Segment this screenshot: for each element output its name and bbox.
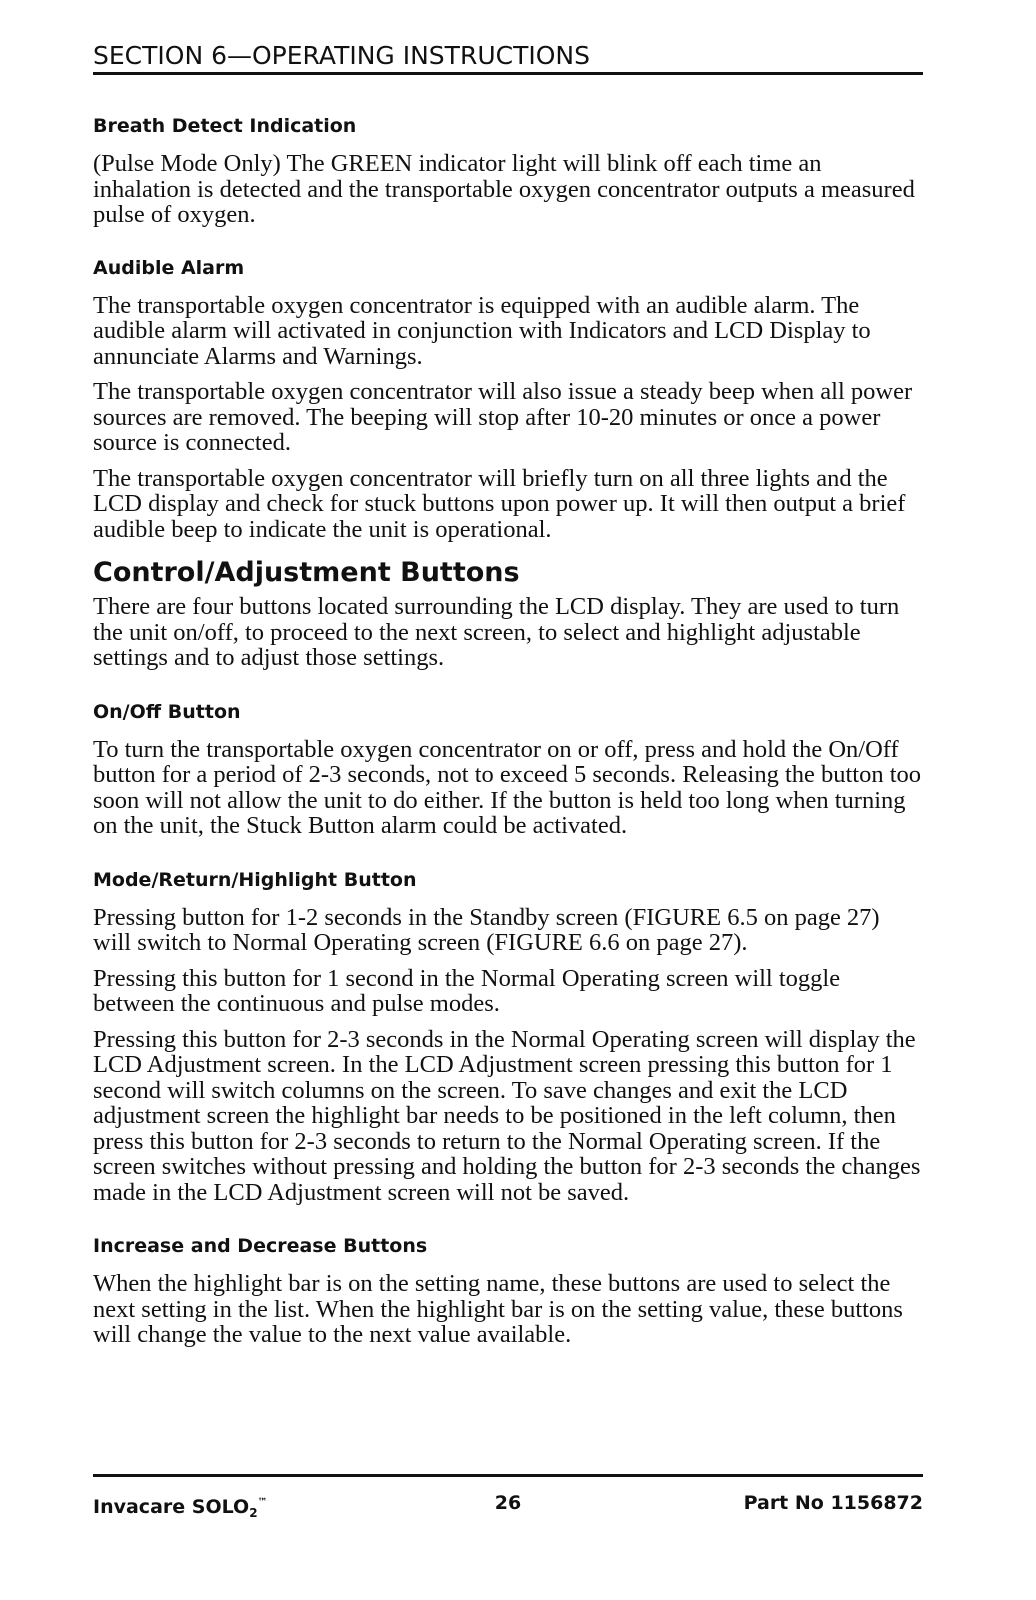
page-body [93,40,923,1348]
mode-button-paragraph-1: Pressing button for 1-2 seconds in the Standby screen (FIGURE 6.5 on page 27) will switch to Normal Operating screen (FIGURE 6.6 on page 27). [93,903,880,956]
control-buttons-paragraph: There are four buttons located surrounding the LCD display. They are used to turn the unit on/off, to proceed to the next screen, to select and highlight adjustable settings and to adjust those settings. [93,593,900,671]
breath-detect-paragraph: (Pulse Mode Only) The GREEN indicator light will blink off each time an inhalation is detected and the transportable oxygen concentrator outputs a measured pulse of oxygen. [93,150,915,228]
audible-alarm-heading: Audible Alarm [93,256,245,279]
footer-trademark: ™ [257,1497,268,1508]
footer-rule [93,1474,923,1477]
audible-alarm-paragraph-2: The transportable oxygen concentrator will also issue a steady beep when all power sources are removed. The beeping will stop after 10-20 minutes or once a power source is connected. [93,378,913,456]
footer-page-number: 26 [494,1492,522,1514]
footer-product-subscript: 2 [249,1506,258,1520]
audible-alarm-paragraph-3: The transportable oxygen concentrator will briefly turn on all three lights and the LCD display and check for stuck buttons upon power up. It will then output a brief audible beep to indicate the unit is operational. [93,464,906,543]
page-footer [93,1488,923,1518]
mode-button-paragraph-2: Pressing this button for 1 second in the Normal Operating screen will toggle between the continuous and pulse modes. [93,964,841,1017]
inc-dec-heading: Increase and Decrease Buttons [93,1235,428,1257]
footer-product-label: Invacare SOLO [93,1496,250,1518]
mode-button-heading: Mode/Return/Highlight Button [93,868,417,891]
footer-part-number: Part No 1156872 [743,1492,923,1514]
inc-dec-paragraph: When the highlight bar is on the setting name, these buttons are used to select the next setting in the list. When the highlight bar is on the setting value, these buttons will change the value to the next value available. [93,1270,903,1348]
on-off-paragraph: To turn the transportable oxygen concentrator on or off, press and hold the On/Off button for a period of 2-3 seconds, not to exceed 5 seconds. Releasing the button too soon will not allow the unit to do either. If the button is held too long when turning on the unit, the Stuck Button alarm could be activated. [93,735,922,839]
control-buttons-heading: Control/Adjustment Buttons [93,557,520,588]
audible-alarm-paragraph-1: The transportable oxygen concentrator is equipped with an audible alarm. The audible alarm will activated in conjunction with Indicators and LCD Display to annunciate Alarms and Warnings. [93,291,871,370]
on-off-heading: On/Off Button [93,700,241,723]
breath-detect-heading: Breath Detect Indication [93,115,357,137]
mode-button-paragraph-3: Pressing this button for 2-3 seconds in the Normal Operating screen will display the LCD Adjustment screen. In the LCD Adjustment screen pressing this button for 1 second will switch columns on the screen. To save changes and exit the LCD adjustment screen the highlight bar needs to be positioned in the left column, then press this button for 2-3 seconds to return to the Normal Operating screen. If the screen switches without pressing and holding the button for 2-3 seconds the changes made in the LCD Adjustment screen will not be saved. [93,1025,921,1206]
section-header: SECTION 6—OPERATING INSTRUCTIONS [93,40,923,75]
